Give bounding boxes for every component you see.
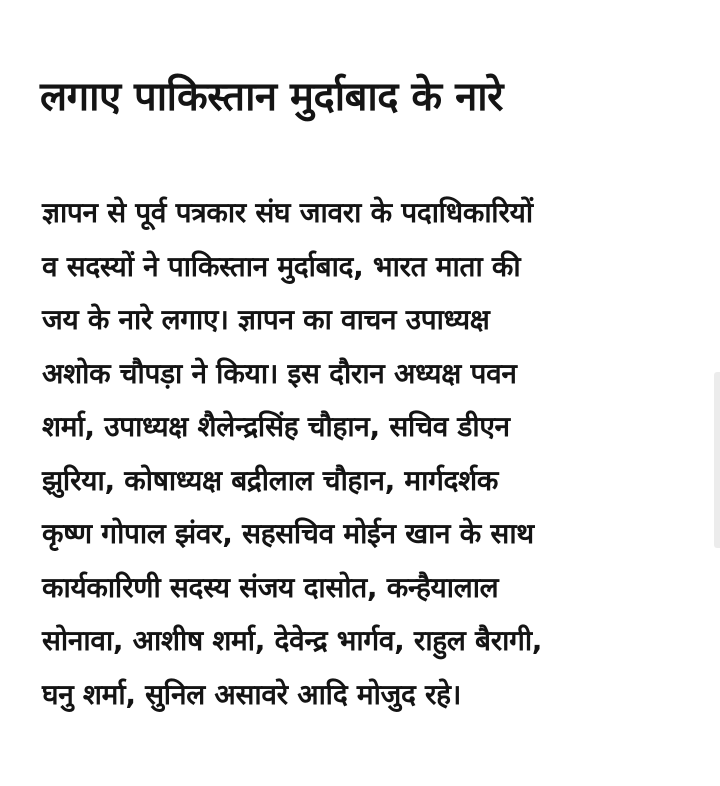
article-body [42,186,682,721]
scrollbar-edge[interactable] [714,372,720,548]
article-body-line: शर्मा, उपाध्यक्ष शैलेन्द्रसिंह चौहान, सचिव डीएन [42,410,510,443]
article-body-line: झुरिया, कोषाध्यक्ष बद्रीलाल चौहान, मार्गदर्शक [42,463,499,497]
article-body-line: अशोक चौपड़ा ने किया। इस दौरान अध्यक्ष पवन [42,356,517,390]
article-body-line: सोनावा, आशीष शर्मा, देवेन्द्र भार्गव, राहुल बैरागी, [42,624,543,657]
article-body-line: कृष्ण गोपाल झंवर, सहसचिव मोईन खान के साथ [42,517,534,550]
article-body-line: जय के नारे लगाए। ज्ञापन का वाचन उपाध्यक्ष [42,303,490,336]
article-body-line: कार्यकारिणी सदस्य संजय दासोत, कन्हैयालाल [42,570,499,604]
article-body-line: व सदस्यों ने पाकिस्तान मुर्दाबाद, भारत माता की [42,249,521,283]
article-body-line: घनु शर्मा, सुनिल असावरे आदि मोजुद रहे। [42,677,462,711]
article-headline: लगाए पाकिस्तान मुर्दाबाद के नारे [40,74,504,120]
article-body-line: ज्ञापन से पूर्व पत्रकार संघ जावरा के पदाधिकारियों [42,196,533,229]
